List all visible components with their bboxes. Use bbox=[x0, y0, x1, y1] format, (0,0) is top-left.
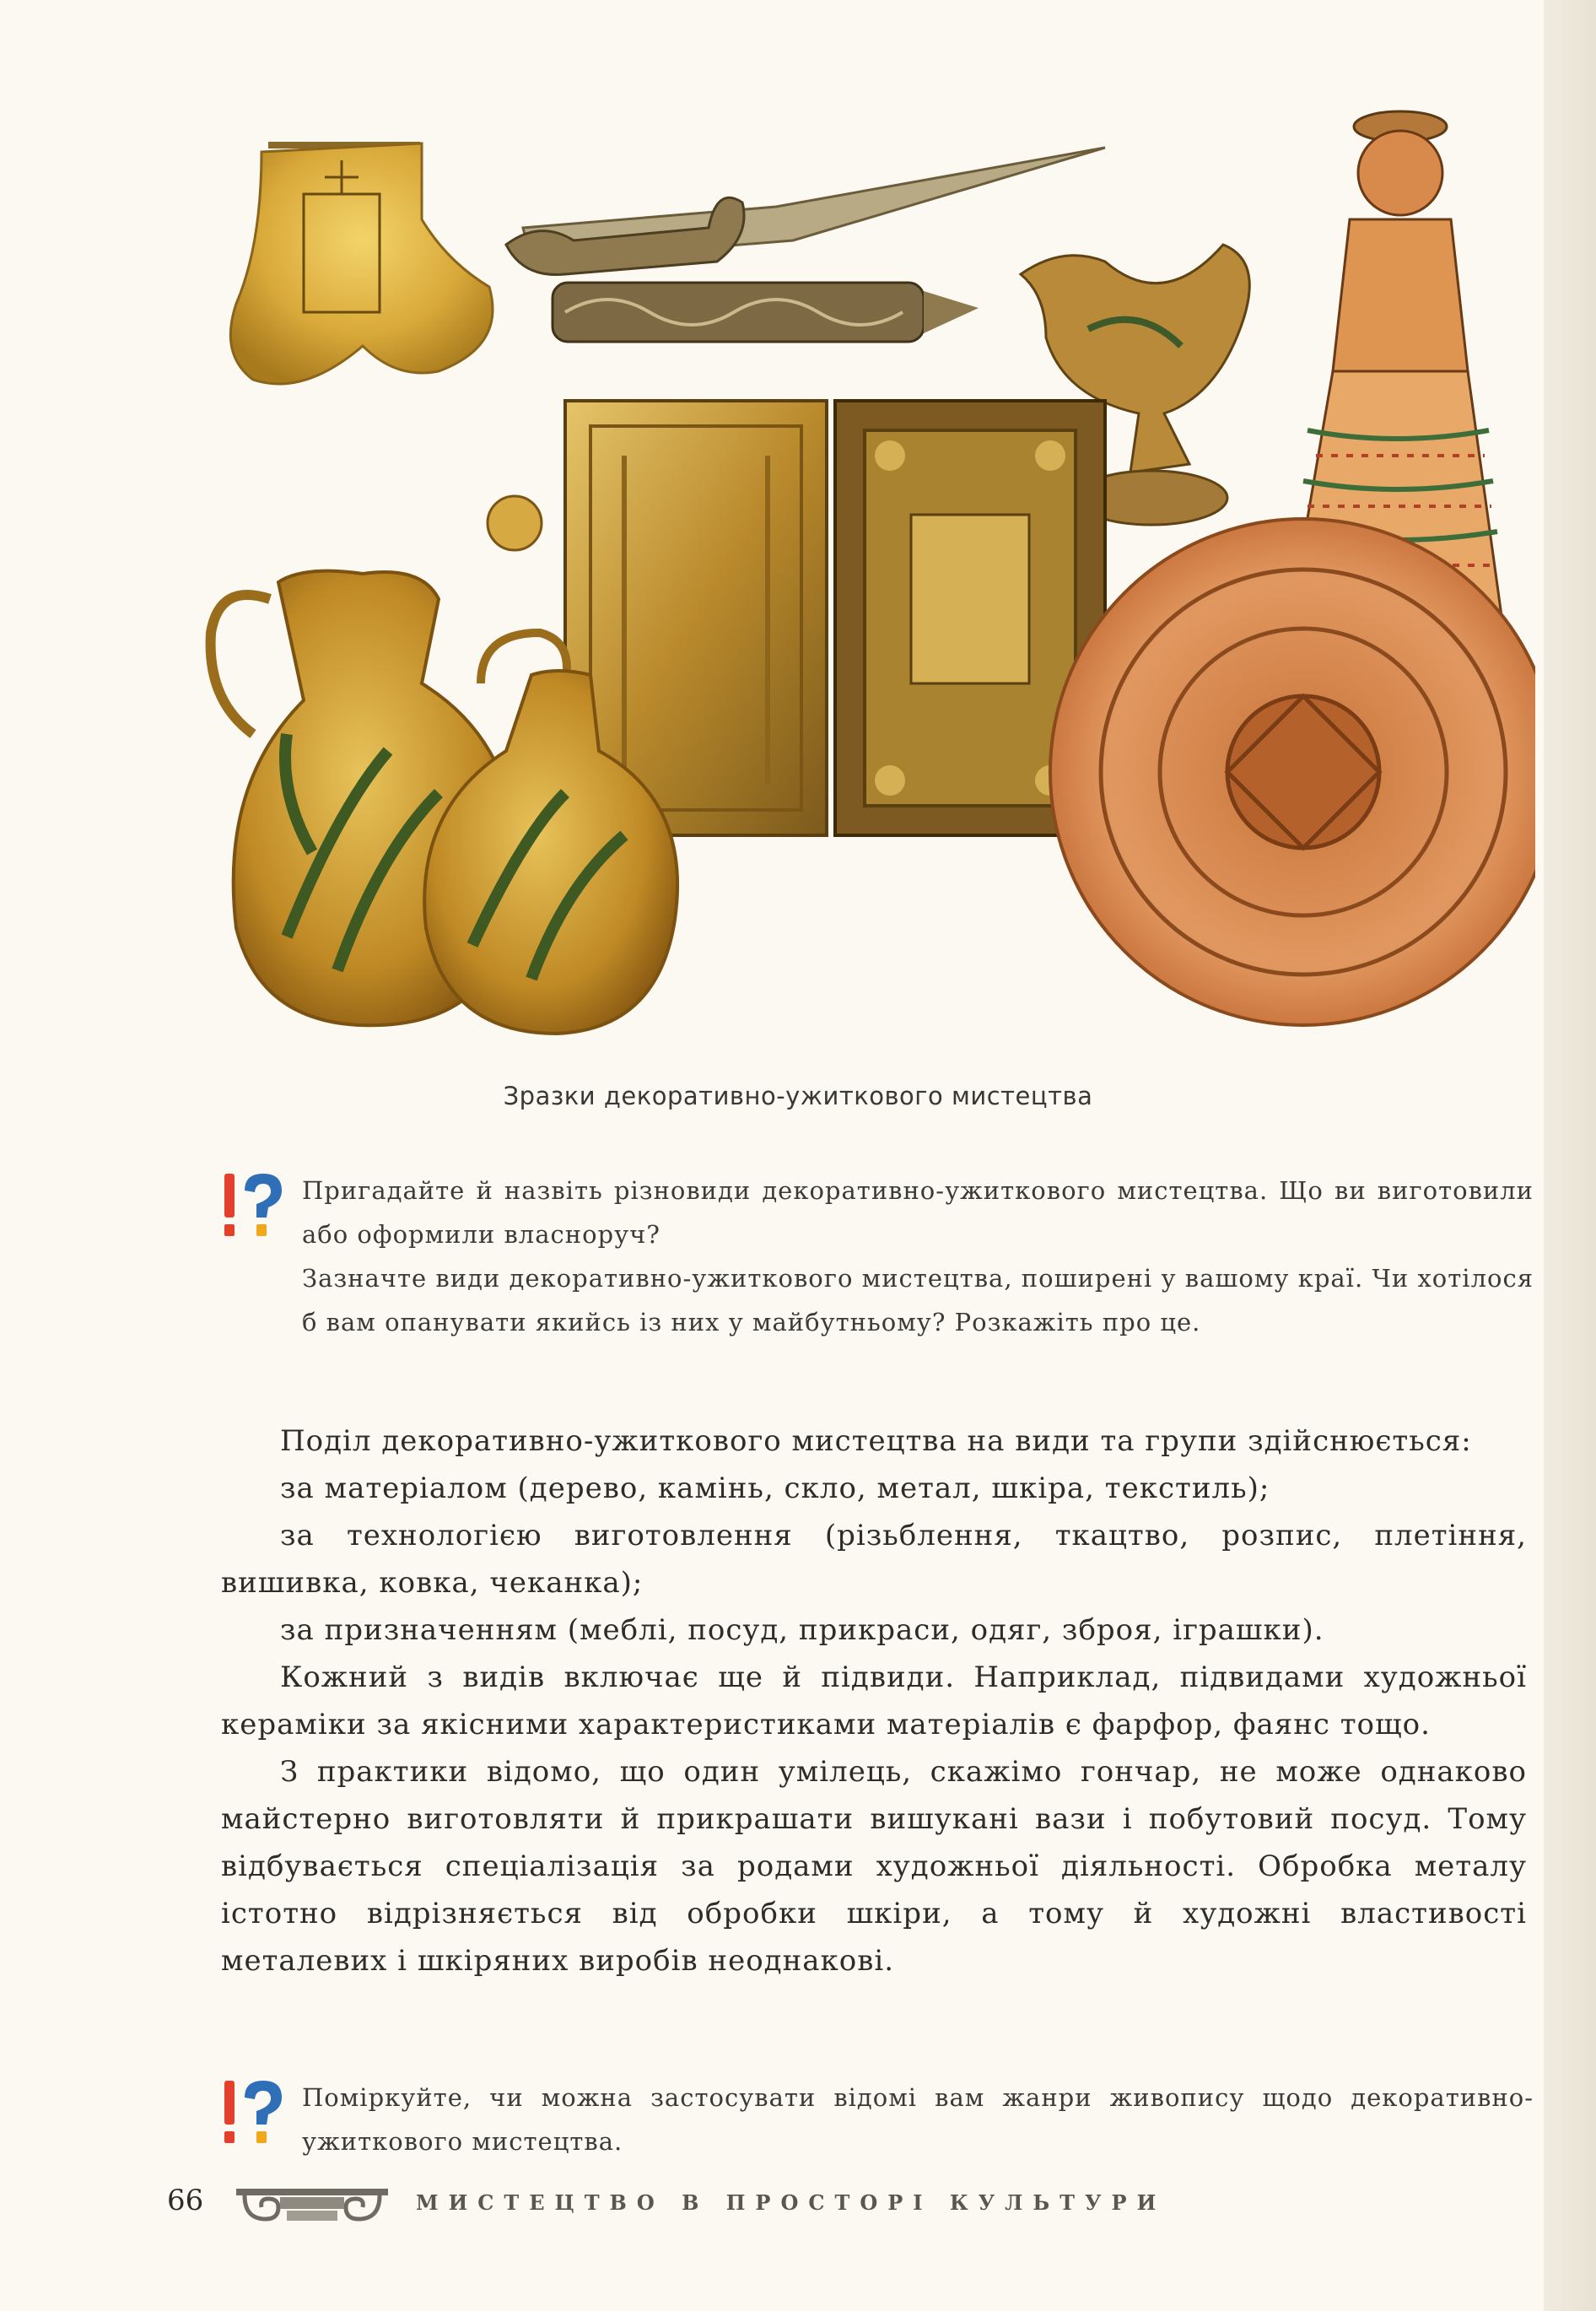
paragraph-intro: Поділ декоративно-ужиткового мистецтва на види та групи здійснюється: bbox=[280, 1424, 1472, 1458]
question-1-line-2: Зазначте види декоративно-ужиткового мистецтва, поширені у вашому краї. Чи хотілося б вам опанувати якийсь із них у майбутньому? Розкажіть про це. bbox=[302, 1264, 1534, 1336]
paragraph-material: за матеріалом (дерево, камінь, скло, метал, шкіра, текстиль); bbox=[280, 1471, 1270, 1505]
dagger-image bbox=[506, 148, 1105, 342]
figure-caption: Зразки декоративно-ужиткового мистецтва bbox=[503, 1082, 1093, 1110]
running-title: МИСТЕЦТВО В ПРОСТОРІ КУЛЬТУРИ bbox=[416, 2190, 1167, 2215]
decorative-art-illustration bbox=[169, 93, 1535, 1063]
page-number: 66 bbox=[167, 2184, 204, 2217]
body-text bbox=[221, 1417, 1527, 1984]
page-footer bbox=[167, 2177, 1517, 2227]
question-1-line-1: Пригадайте й назвіть різновиди декоративно-ужиткового мистецтва. Що ви виготовили або оформили власноруч? bbox=[302, 1176, 1534, 1249]
paragraph-purpose: за призначенням (меблі, посуд, прикраси, одяг, зброя, іграшки). bbox=[280, 1613, 1324, 1647]
paragraph-subtypes: Кожний з видів включає ще й підвиди. Наприклад, підвидами художньої кераміки за якісними характеристиками матеріалів є фарфор, фаянс тощо. bbox=[221, 1660, 1527, 1741]
question-block-2 bbox=[218, 2076, 1534, 2168]
question-exclamation-icon bbox=[218, 1169, 294, 1245]
question-exclamation-icon bbox=[218, 2076, 294, 2152]
ionic-column-ornament-icon bbox=[228, 2177, 396, 2227]
paragraph-technology: за технологією виготовлення (різьблення, ткацтво, розпис, плетіння, вишивка, ковка, чеканка); bbox=[221, 1519, 1527, 1600]
powder-horn-image bbox=[230, 142, 493, 384]
question-block-1 bbox=[218, 1169, 1534, 1380]
question-2-text: Поміркуйте, чи можна застосувати відомі вам жанри живопису щодо декоративно-ужиткового мистецтва. bbox=[302, 2083, 1534, 2156]
paragraph-specialization: З практики відомо, що один умілець, скажімо гончар, не може однаково майстерно виготовляти й прикрашати вишукані вази і побутовий посуд. Тому відбувається спеціалізація за родами художньої діяльності. Обробка металу істотно відрізняється від обробки шкіри, а тому й художні властивості металевих і шкіряних виробів неоднакові. bbox=[221, 1755, 1527, 1978]
carved-wooden-plate-image bbox=[1050, 519, 1535, 1025]
page-edge-shadow bbox=[1544, 0, 1596, 2311]
